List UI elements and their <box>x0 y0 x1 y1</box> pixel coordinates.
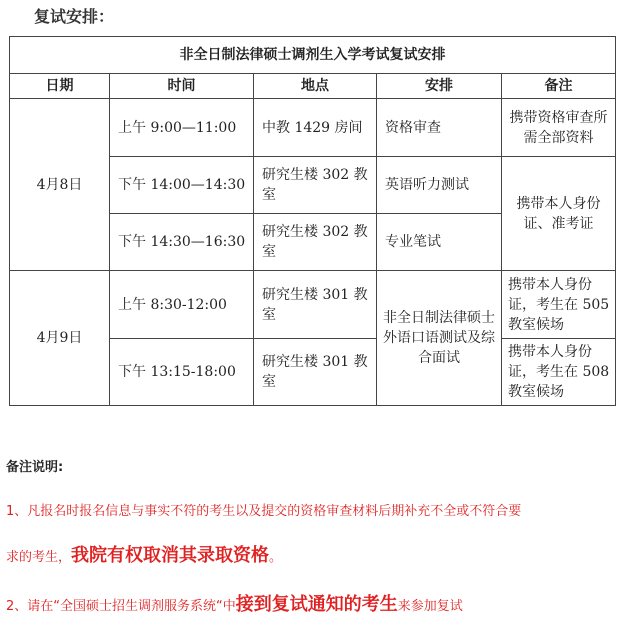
location-cell: 研究生楼 301 教室 <box>254 271 377 339</box>
arrangement-cell: 资格审查 <box>377 99 502 157</box>
remark-cell: 携带本人身份证，考生在 505 教室候场 <box>502 271 616 339</box>
remark-cell: 携带本人身份证、准考证 <box>502 157 616 271</box>
header-remark: 备注 <box>502 74 616 99</box>
header-time: 时间 <box>110 74 254 99</box>
note-item-1-line-2 <box>6 541 282 567</box>
date-cell: 4月8日 <box>10 99 110 271</box>
note-text: 来参加复试 <box>397 599 463 614</box>
time-cell: 下午 14:30—16:30 <box>110 214 254 271</box>
note-emphasis: 接到复试通知的考生 <box>235 594 398 615</box>
arrangement-cell: 非全日制法律硕士外语口语测试及综合面试 <box>377 271 502 406</box>
header-arrangement: 安排 <box>377 74 502 99</box>
table-title: 非全日制法律硕士调剂生入学考试复试安排 <box>10 37 616 74</box>
remark-cell: 携带资格审查所需全部资料 <box>502 99 616 157</box>
note-text: 2、请在“全国硕士招生调剂服务系统“中 <box>6 599 236 614</box>
header-date: 日期 <box>10 74 110 99</box>
note-text: 求的考生， <box>6 550 72 565</box>
note-emphasis: 我院有权取消其录取资格 <box>71 545 270 566</box>
location-cell: 研究生楼 302 教室 <box>254 157 377 214</box>
note-item-2 <box>6 590 463 616</box>
arrangement-cell: 专业笔试 <box>377 214 502 271</box>
arrangement-cell: 英语听力测试 <box>377 157 502 214</box>
location-cell: 研究生楼 301 教室 <box>254 339 377 406</box>
page-heading: 复试安排： <box>34 7 115 26</box>
note-text: 。 <box>269 550 283 565</box>
table-header-row <box>10 74 616 99</box>
notes-title: 备注说明: <box>6 460 64 475</box>
location-cell: 研究生楼 302 教室 <box>254 214 377 271</box>
note-item-1-line-1: 1、凡报名时报名信息与事实不符的考生以及提交的资格审查材料后期补充不全或不符合要 <box>6 504 522 519</box>
date-cell: 4月9日 <box>10 271 110 406</box>
table-row <box>10 99 616 157</box>
location-cell: 中教 1429 房间 <box>254 99 377 157</box>
time-cell: 上午 9:00—11:00 <box>110 99 254 157</box>
time-cell: 下午 14:00—14:30 <box>110 157 254 214</box>
remark-cell: 携带本人身份证，考生在 508 教室候场 <box>502 339 616 406</box>
table-row <box>10 271 616 339</box>
time-cell: 上午 8:30-12:00 <box>110 271 254 339</box>
time-cell: 下午 13:15-18:00 <box>110 339 254 406</box>
schedule-table <box>9 36 616 406</box>
header-location: 地点 <box>254 74 377 99</box>
